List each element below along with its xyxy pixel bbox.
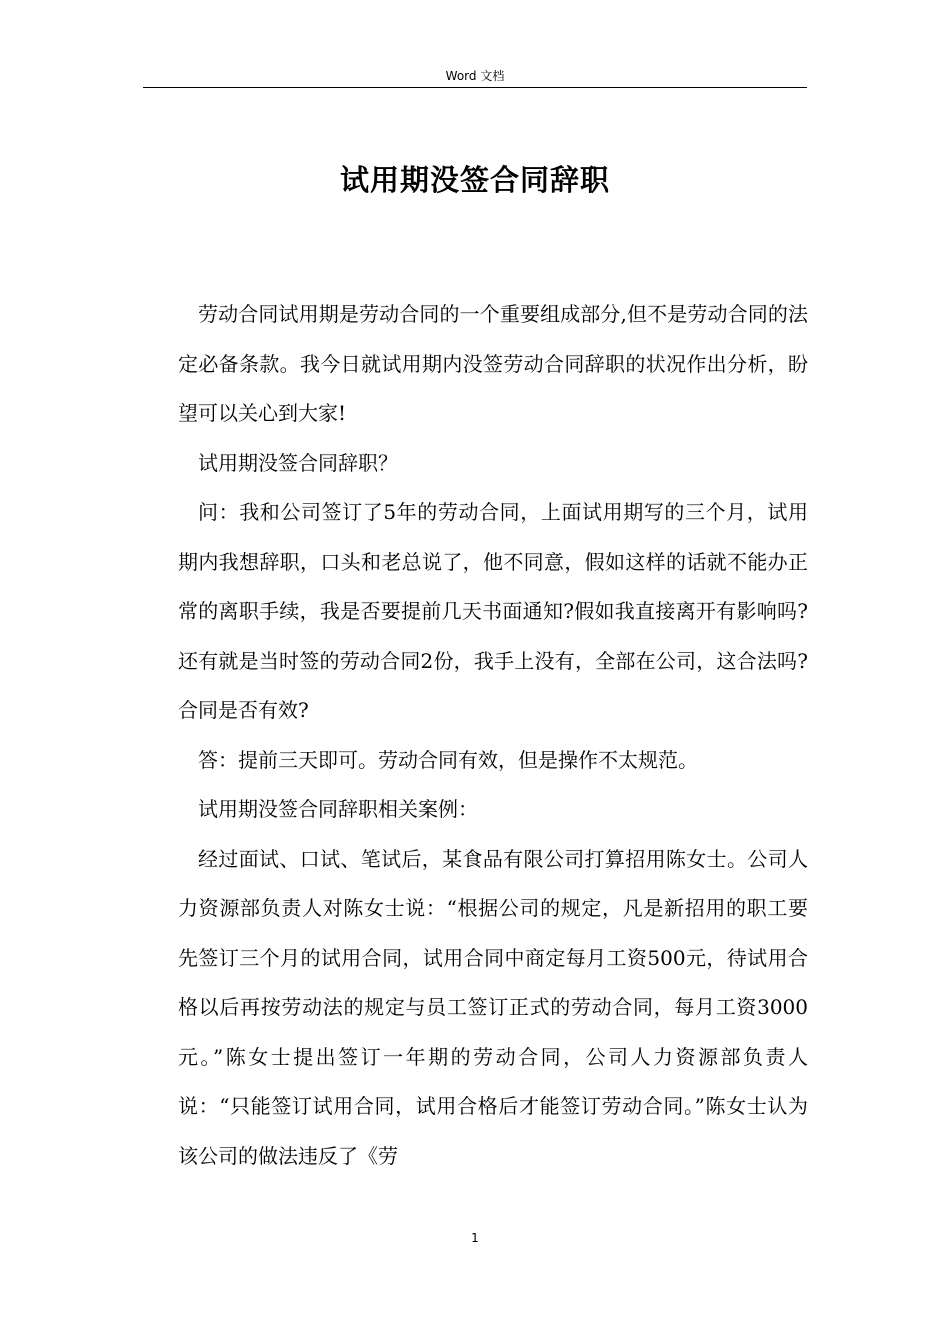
page-number: 1 (471, 1231, 479, 1245)
header-label: Word 文档 (445, 69, 505, 83)
document-title: 试用期没签合同辞职 (339, 163, 610, 197)
paragraph-case: 经过面试、口试、笔试后，某食品有限公司打算招用陈女士。公司人力资源部负责人对陈女士说：“根据公司的规定，凡是新招用的职工要先签订三个月的试用合同，试用合同中商定每月工资500元，待试用合格以后再按劳动法的规定与员工签订正式的劳动合同，每月工资3000元。”陈女士提出签订一年期的劳动合同，公司人力资源部负责人说：“只能签订试用合同，试用合格后才能签订劳动合同。”陈女士认为该公司的做法违反了《劳 (178, 846, 808, 1168)
paragraph-case-heading: 试用期没签合同辞职相关案例： (198, 797, 478, 821)
paragraph-question: 问：我和公司签订了5年的劳动合同，上面试用期写的三个月，试用期内我想辞职，口头和老总说了，他不同意，假如这样的话就不能办正常的离职手续，我是否要提前几天书面通知?假如我直接离开有影响吗?还有就是当时签的劳动合同2份，我手上没有，全部在公司，这合法吗?合同是否有效? (178, 500, 808, 722)
document-body (178, 290, 808, 1181)
paragraph-question-heading: 试用期没签合同辞职？ (198, 450, 398, 475)
paragraph-answer: 答：提前三天即可。劳动合同有效，但是操作不太规范。 (198, 747, 698, 772)
header-divider (143, 87, 807, 88)
paragraph-intro: 劳动合同试用期是劳动合同的一个重要组成部分,但不是劳动合同的法定必备条款。我今日就试用期内没签劳动合同辞职的状况作出分析，盼望可以关心到大家! (178, 302, 808, 425)
